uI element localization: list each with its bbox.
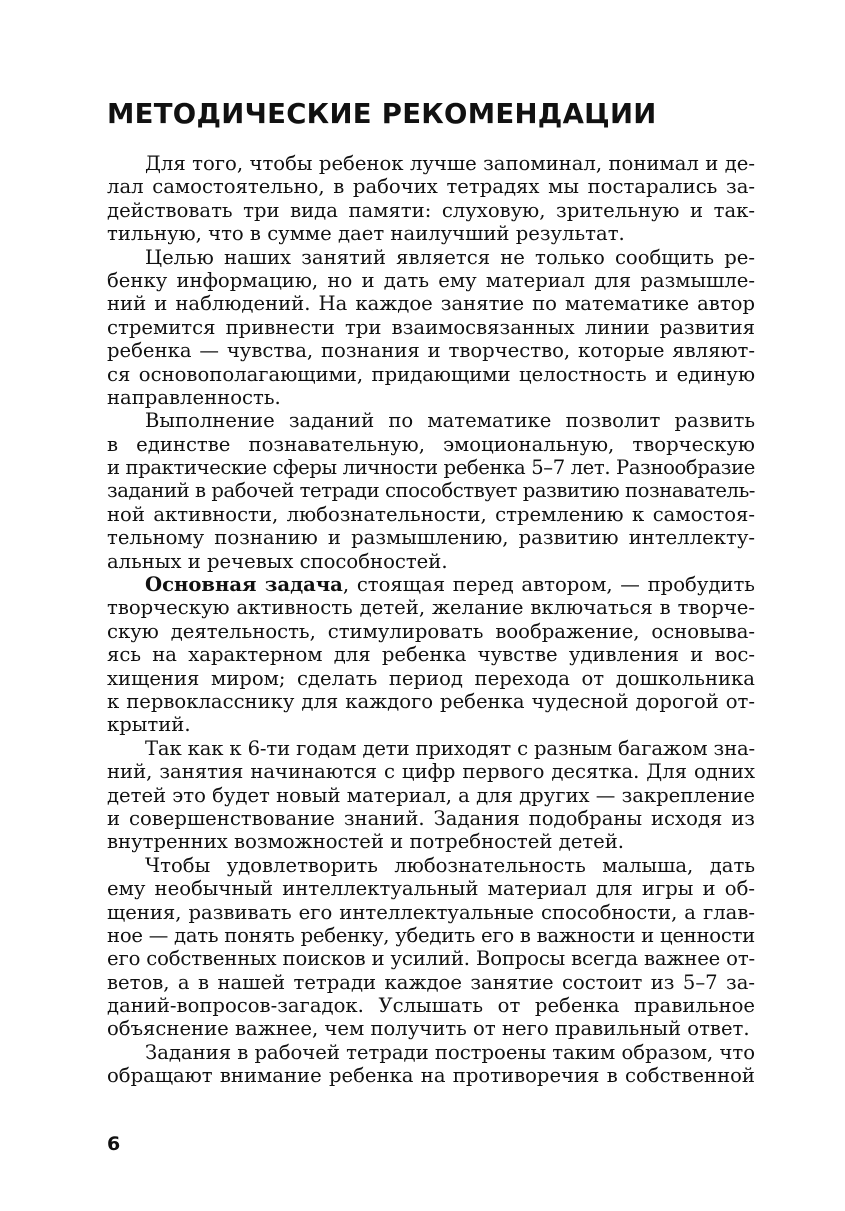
text-line: к первокласснику для каждого ребенка чудесной дорогой от-: [107, 689, 755, 713]
text-line: Выполнение заданий по математике позволит развить: [145, 409, 755, 433]
body-text: [107, 152, 755, 1088]
text-line: ясь на характерном для ребенка чувстве удивления и вос-: [107, 643, 755, 667]
text-line: ся основополагающими, придающими целостность и единую: [107, 362, 755, 386]
paragraph: [107, 1041, 755, 1088]
page-number: 6: [107, 1133, 121, 1155]
text-line: альных и речевых способностей.: [107, 549, 448, 573]
bold-lead-text: Основная задача: [145, 573, 343, 597]
page-title: МЕТОДИЧЕСКИЕ РЕКОМЕНДАЦИИ: [107, 98, 657, 130]
text-line: заданий в рабочей тетради способствует развитию познаватель-: [107, 479, 755, 503]
text-line: ний, занятия начинаются с цифр первого десятка. Для одних: [107, 760, 755, 784]
text-line: творческую активность детей, желание включаться в творче-: [107, 596, 755, 620]
text-line: детей это будет новый материал, а для других — закрепление: [107, 783, 755, 807]
text-line: в единстве познавательную, эмоциональную, творческую: [107, 432, 755, 456]
text-line: ему необычный интеллектуальный материал для игры и об-: [107, 877, 755, 901]
text-line: [107, 573, 755, 596]
text-line: Чтобы удовлетворить любознательность малыша, дать: [145, 853, 755, 877]
text-line: обращают внимание ребенка на противоречия в собственной: [107, 1064, 755, 1088]
paragraph: [107, 152, 755, 246]
text-line: и совершенствование знаний. Задания подобраны исходя из: [107, 806, 755, 830]
text-line: ной активности, любознательности, стремлению к самостоя-: [107, 502, 755, 526]
text-line: тельному познанию и размышлению, развитию интеллекту-: [107, 526, 755, 550]
text-line: направленность.: [107, 385, 281, 409]
text-line: щения, развивать его интеллектуальные способности, а глав-: [107, 900, 755, 924]
text-line: Так как к 6-ти годам дети приходят с разным багажом зна-: [145, 736, 755, 760]
text-line: крытий.: [107, 713, 191, 737]
paragraph: [107, 737, 755, 854]
text-line: Для того, чтобы ребенок лучше запоминал, понимал и де-: [145, 152, 755, 175]
text-line: скую деятельность, стимулировать воображение, основыва-: [107, 619, 755, 643]
text-line: внутренних возможностей и потребностей детей.: [107, 830, 625, 854]
paragraph: [107, 246, 755, 410]
text-line: Целью наших занятий является не только сообщить ре-: [145, 245, 755, 269]
paragraph: [107, 409, 755, 573]
text-line: бенку информацию, но и дать ему материал для размышле-: [107, 268, 755, 292]
text-line: ное — дать понять ребенку, убедить его в важности и ценности: [107, 923, 755, 947]
text-line: даний-вопросов-загадок. Услышать от ребенка правильное: [107, 994, 755, 1018]
text-line: его собственных поисков и усилий. Вопросы всегда важнее от-: [107, 947, 755, 971]
paragraph: [107, 573, 755, 737]
paragraph: [107, 854, 755, 1041]
text-line: стремится привнести три взаимосвязанных линии развития: [107, 315, 755, 339]
text-line: ний и наблюдений. На каждое занятие по математике автор: [107, 292, 755, 316]
text-line: ветов, а в нашей тетради каждое занятие состоит из 5–7 за-: [107, 970, 755, 994]
text-line: Задания в рабочей тетради построены таким образом, что: [145, 1040, 755, 1064]
text-line: ребенка — чувства, познания и творчество, которые являют-: [107, 339, 755, 363]
text-line: тильную, что в сумме дает наилучший результат.: [107, 222, 625, 246]
text-line: и практические сферы личности ребенка 5–7 лет. Разнообразие: [107, 456, 755, 480]
text-line: действовать три вида памяти: слуховую, зрительную и так-: [107, 198, 755, 222]
text-line: хищения миром; сделать период перехода от дошкольника: [107, 666, 755, 690]
text-line: лал самостоятельно, в рабочих тетрадях мы постарались за-: [107, 175, 755, 199]
text-line: объяснение важнее, чем получить от него правильный ответ.: [107, 1017, 750, 1041]
text-fragment: , стоящая перед автором, — пробудить: [342, 573, 755, 597]
